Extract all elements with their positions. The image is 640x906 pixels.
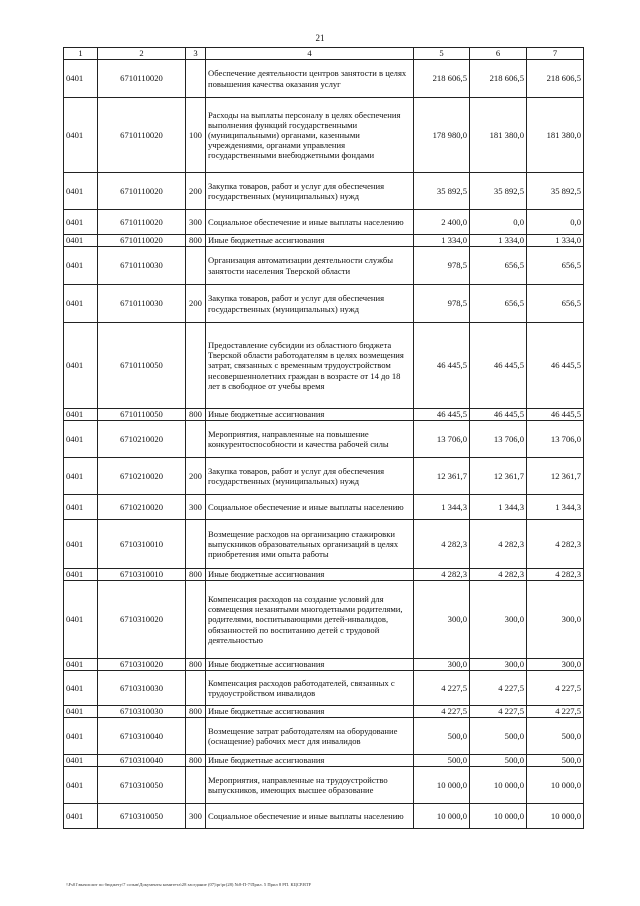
amount-year3-cell: 1 344,3 — [527, 495, 584, 520]
table-row — [64, 659, 584, 671]
table-row — [64, 409, 584, 421]
target-article-cell: 6710110020 — [98, 173, 186, 210]
item-name-cell: Иные бюджетные ассигнования — [206, 659, 414, 671]
target-article-cell: 6710310030 — [98, 671, 186, 706]
expense-type-cell: 200 — [186, 173, 206, 210]
amount-year2-cell: 656,5 — [470, 285, 527, 323]
item-name-cell: Компенсация расходов на создание условий для совмещения незанятыми многодетными родителями, родителями, воспитывающими детей-инвалидов, обязанностей по воспитанию детей с трудовой деятельностью — [206, 581, 414, 659]
amount-year1-cell: 500,0 — [414, 718, 470, 755]
section-code-cell: 0401 — [64, 581, 98, 659]
page-number: 21 — [315, 33, 325, 43]
amount-year1-cell: 4 227,5 — [414, 671, 470, 706]
section-code-cell: 0401 — [64, 520, 98, 569]
item-name-cell: Закупка товаров, работ и услуг для обеспечения государственных (муниципальных) нужд — [206, 285, 414, 323]
section-code-cell: 0401 — [64, 285, 98, 323]
expense-type-cell — [186, 247, 206, 285]
item-name-cell: Социальное обеспечение и иные выплаты населению — [206, 804, 414, 829]
amount-year2-cell: 1 334,0 — [470, 235, 527, 247]
item-name-cell: Возмещение затрат работодателям на оборудование (оснащение) рабочих мест для инвалидов — [206, 718, 414, 755]
amount-year1-cell: 1 334,0 — [414, 235, 470, 247]
target-article-cell: 6710110020 — [98, 235, 186, 247]
amount-year2-cell: 0,0 — [470, 210, 527, 235]
table-row — [64, 210, 584, 235]
item-name-cell: Иные бюджетные ассигнования — [206, 235, 414, 247]
item-name-cell: Иные бюджетные ассигнования — [206, 409, 414, 421]
amount-year3-cell: 10 000,0 — [527, 804, 584, 829]
column-header: 4 — [206, 48, 414, 60]
target-article-cell: 6710110050 — [98, 409, 186, 421]
section-code-cell: 0401 — [64, 60, 98, 98]
amount-year3-cell: 300,0 — [527, 581, 584, 659]
target-article-cell: 6710310050 — [98, 767, 186, 804]
item-name-cell: Предоставление субсидии из областного бюджета Тверской области работодателям в целях возмещения затрат, связанных с временным трудоустройством несовершеннолетних граждан в возрасте от 14 до 18 лет в свободное от учебы время — [206, 323, 414, 409]
amount-year3-cell: 0,0 — [527, 210, 584, 235]
table-row — [64, 718, 584, 755]
amount-year2-cell: 12 361,7 — [470, 458, 527, 495]
section-code-cell: 0401 — [64, 718, 98, 755]
table-row — [64, 247, 584, 285]
item-name-cell: Мероприятия, направленные на повышение конкурентоспособности и качества рабочей силы — [206, 421, 414, 458]
amount-year3-cell: 46 445,5 — [527, 323, 584, 409]
expense-type-cell: 300 — [186, 495, 206, 520]
amount-year2-cell: 500,0 — [470, 755, 527, 767]
amount-year1-cell: 300,0 — [414, 581, 470, 659]
table-row — [64, 98, 584, 173]
amount-year3-cell: 656,5 — [527, 285, 584, 323]
target-article-cell: 6710210020 — [98, 458, 186, 495]
item-name-cell: Организация автоматизации деятельности службы занятости населения Тверской области — [206, 247, 414, 285]
amount-year2-cell: 300,0 — [470, 659, 527, 671]
amount-year3-cell: 500,0 — [527, 755, 584, 767]
amount-year1-cell: 4 282,3 — [414, 569, 470, 581]
budget-table — [63, 47, 584, 829]
table-row — [64, 173, 584, 210]
amount-year2-cell: 46 445,5 — [470, 323, 527, 409]
item-name-cell: Мероприятия, направленные на трудоустройство выпускников, имеющих высшее образование — [206, 767, 414, 804]
amount-year1-cell: 978,5 — [414, 285, 470, 323]
column-header: 1 — [64, 48, 98, 60]
column-header: 2 — [98, 48, 186, 60]
section-code-cell: 0401 — [64, 659, 98, 671]
expense-type-cell: 800 — [186, 755, 206, 767]
table-row — [64, 323, 584, 409]
table-row — [64, 285, 584, 323]
table-row — [64, 520, 584, 569]
amount-year2-cell: 46 445,5 — [470, 409, 527, 421]
item-name-cell: Закупка товаров, работ и услуг для обеспечения государственных (муниципальных) нужд — [206, 458, 414, 495]
amount-year1-cell: 12 361,7 — [414, 458, 470, 495]
amount-year3-cell: 10 000,0 — [527, 767, 584, 804]
expense-type-cell — [186, 60, 206, 98]
expense-type-cell — [186, 767, 206, 804]
expense-type-cell: 800 — [186, 706, 206, 718]
expense-type-cell: 800 — [186, 409, 206, 421]
target-article-cell: 6710110020 — [98, 60, 186, 98]
target-article-cell: 6710110030 — [98, 247, 186, 285]
amount-year3-cell: 12 361,7 — [527, 458, 584, 495]
amount-year2-cell: 35 892,5 — [470, 173, 527, 210]
expense-type-cell — [186, 581, 206, 659]
table-row — [64, 458, 584, 495]
expense-type-cell: 300 — [186, 210, 206, 235]
table-row — [64, 755, 584, 767]
expense-type-cell — [186, 671, 206, 706]
table-row — [64, 569, 584, 581]
table-row — [64, 706, 584, 718]
column-header: 7 — [527, 48, 584, 60]
expense-type-cell: 300 — [186, 804, 206, 829]
table-row — [64, 495, 584, 520]
target-article-cell: 6710110020 — [98, 210, 186, 235]
column-header: 3 — [186, 48, 206, 60]
target-article-cell: 6710210020 — [98, 421, 186, 458]
amount-year1-cell: 2 400,0 — [414, 210, 470, 235]
amount-year1-cell: 13 706,0 — [414, 421, 470, 458]
section-code-cell: 0401 — [64, 235, 98, 247]
column-header: 6 — [470, 48, 527, 60]
amount-year2-cell: 1 344,3 — [470, 495, 527, 520]
table-body — [64, 60, 584, 829]
amount-year1-cell: 46 445,5 — [414, 409, 470, 421]
item-name-cell: Социальное обеспечение и иные выплаты населению — [206, 495, 414, 520]
target-article-cell: 6710110030 — [98, 285, 186, 323]
amount-year3-cell: 656,5 — [527, 247, 584, 285]
section-code-cell: 0401 — [64, 495, 98, 520]
amount-year1-cell: 10 000,0 — [414, 804, 470, 829]
header-row — [64, 48, 584, 60]
amount-year3-cell: 13 706,0 — [527, 421, 584, 458]
target-article-cell: 6710310030 — [98, 706, 186, 718]
amount-year2-cell: 4 227,5 — [470, 671, 527, 706]
amount-year2-cell: 10 000,0 — [470, 767, 527, 804]
expense-type-cell: 800 — [186, 569, 206, 581]
section-code-cell: 0401 — [64, 706, 98, 718]
amount-year3-cell: 4 282,3 — [527, 569, 584, 581]
amount-year3-cell: 4 282,3 — [527, 520, 584, 569]
expense-type-cell — [186, 520, 206, 569]
amount-year1-cell: 300,0 — [414, 659, 470, 671]
amount-year1-cell: 4 282,3 — [414, 520, 470, 569]
amount-year1-cell: 500,0 — [414, 755, 470, 767]
amount-year3-cell: 218 606,5 — [527, 60, 584, 98]
target-article-cell: 6710310010 — [98, 520, 186, 569]
amount-year3-cell: 4 227,5 — [527, 671, 584, 706]
expense-type-cell: 200 — [186, 458, 206, 495]
section-code-cell: 0401 — [64, 409, 98, 421]
amount-year2-cell: 656,5 — [470, 247, 527, 285]
section-code-cell: 0401 — [64, 210, 98, 235]
amount-year2-cell: 181 380,0 — [470, 98, 527, 173]
section-code-cell: 0401 — [64, 323, 98, 409]
table-row — [64, 421, 584, 458]
target-article-cell: 6710310050 — [98, 804, 186, 829]
amount-year2-cell: 10 000,0 — [470, 804, 527, 829]
section-code-cell: 0401 — [64, 421, 98, 458]
expense-type-cell — [186, 421, 206, 458]
table-row — [64, 804, 584, 829]
item-name-cell: Социальное обеспечение и иные выплаты населению — [206, 210, 414, 235]
section-code-cell: 0401 — [64, 173, 98, 210]
amount-year3-cell: 500,0 — [527, 718, 584, 755]
amount-year1-cell: 218 606,5 — [414, 60, 470, 98]
amount-year2-cell: 4 227,5 — [470, 706, 527, 718]
section-code-cell: 0401 — [64, 804, 98, 829]
amount-year3-cell: 1 334,0 — [527, 235, 584, 247]
amount-year1-cell: 46 445,5 — [414, 323, 470, 409]
amount-year1-cell: 178 980,0 — [414, 98, 470, 173]
amount-year1-cell: 1 344,3 — [414, 495, 470, 520]
item-name-cell: Расходы на выплаты персоналу в целях обеспечения выполнения функций государственными (муниципальными) органами, казенными учреждениями, органами управления государственными внебюджетными фондами — [206, 98, 414, 173]
target-article-cell: 6710310010 — [98, 569, 186, 581]
expense-type-cell — [186, 718, 206, 755]
section-code-cell: 0401 — [64, 98, 98, 173]
section-code-cell: 0401 — [64, 458, 98, 495]
amount-year3-cell: 300,0 — [527, 659, 584, 671]
expense-type-cell: 200 — [186, 285, 206, 323]
amount-year1-cell: 978,5 — [414, 247, 470, 285]
expense-type-cell: 800 — [186, 235, 206, 247]
amount-year1-cell: 4 227,5 — [414, 706, 470, 718]
amount-year2-cell: 4 282,3 — [470, 520, 527, 569]
item-name-cell: Иные бюджетные ассигнования — [206, 569, 414, 581]
item-name-cell: Закупка товаров, работ и услуг для обеспечения государственных (муниципальных) нужд — [206, 173, 414, 210]
section-code-cell: 0401 — [64, 755, 98, 767]
item-name-cell: Иные бюджетные ассигнования — [206, 706, 414, 718]
item-name-cell: Иные бюджетные ассигнования — [206, 755, 414, 767]
table-row — [64, 235, 584, 247]
expense-type-cell: 800 — [186, 659, 206, 671]
target-article-cell: 6710310040 — [98, 718, 186, 755]
section-code-cell: 0401 — [64, 671, 98, 706]
target-article-cell: 6710210020 — [98, 495, 186, 520]
amount-year2-cell: 218 606,5 — [470, 60, 527, 98]
target-article-cell: 6710310020 — [98, 581, 186, 659]
amount-year2-cell: 4 282,3 — [470, 569, 527, 581]
section-code-cell: 0401 — [64, 569, 98, 581]
amount-year2-cell: 500,0 — [470, 718, 527, 755]
amount-year3-cell: 4 227,5 — [527, 706, 584, 718]
table-row — [64, 671, 584, 706]
expense-type-cell — [186, 323, 206, 409]
amount-year3-cell: 181 380,0 — [527, 98, 584, 173]
table-row — [64, 767, 584, 804]
amount-year3-cell: 46 445,5 — [527, 409, 584, 421]
footer-file-path: \\Fs01\вычислит по бюджету\7 созыв\Документы комитета\28 заседание (07)\pr\pr(28) №8-П-7\Прил. 5 Прил 8 РП. КЦСР.RTF — [66, 882, 312, 887]
item-name-cell: Компенсация расходов работодателей, связанных с трудоустройством инвалидов — [206, 671, 414, 706]
target-article-cell: 6710310040 — [98, 755, 186, 767]
target-article-cell: 6710110020 — [98, 98, 186, 173]
amount-year1-cell: 10 000,0 — [414, 767, 470, 804]
table-row — [64, 60, 584, 98]
section-code-cell: 0401 — [64, 247, 98, 285]
column-header: 5 — [414, 48, 470, 60]
item-name-cell: Обеспечение деятельности центров занятости в целях повышения качества оказания услуг — [206, 60, 414, 98]
amount-year2-cell: 300,0 — [470, 581, 527, 659]
amount-year1-cell: 35 892,5 — [414, 173, 470, 210]
item-name-cell: Возмещение расходов на организацию стажировки выпускников образовательных организаций в целях приобретения ими опыта работы — [206, 520, 414, 569]
target-article-cell: 6710110050 — [98, 323, 186, 409]
amount-year3-cell: 35 892,5 — [527, 173, 584, 210]
amount-year2-cell: 13 706,0 — [470, 421, 527, 458]
target-article-cell: 6710310020 — [98, 659, 186, 671]
section-code-cell: 0401 — [64, 767, 98, 804]
expense-type-cell: 100 — [186, 98, 206, 173]
table-row — [64, 581, 584, 659]
